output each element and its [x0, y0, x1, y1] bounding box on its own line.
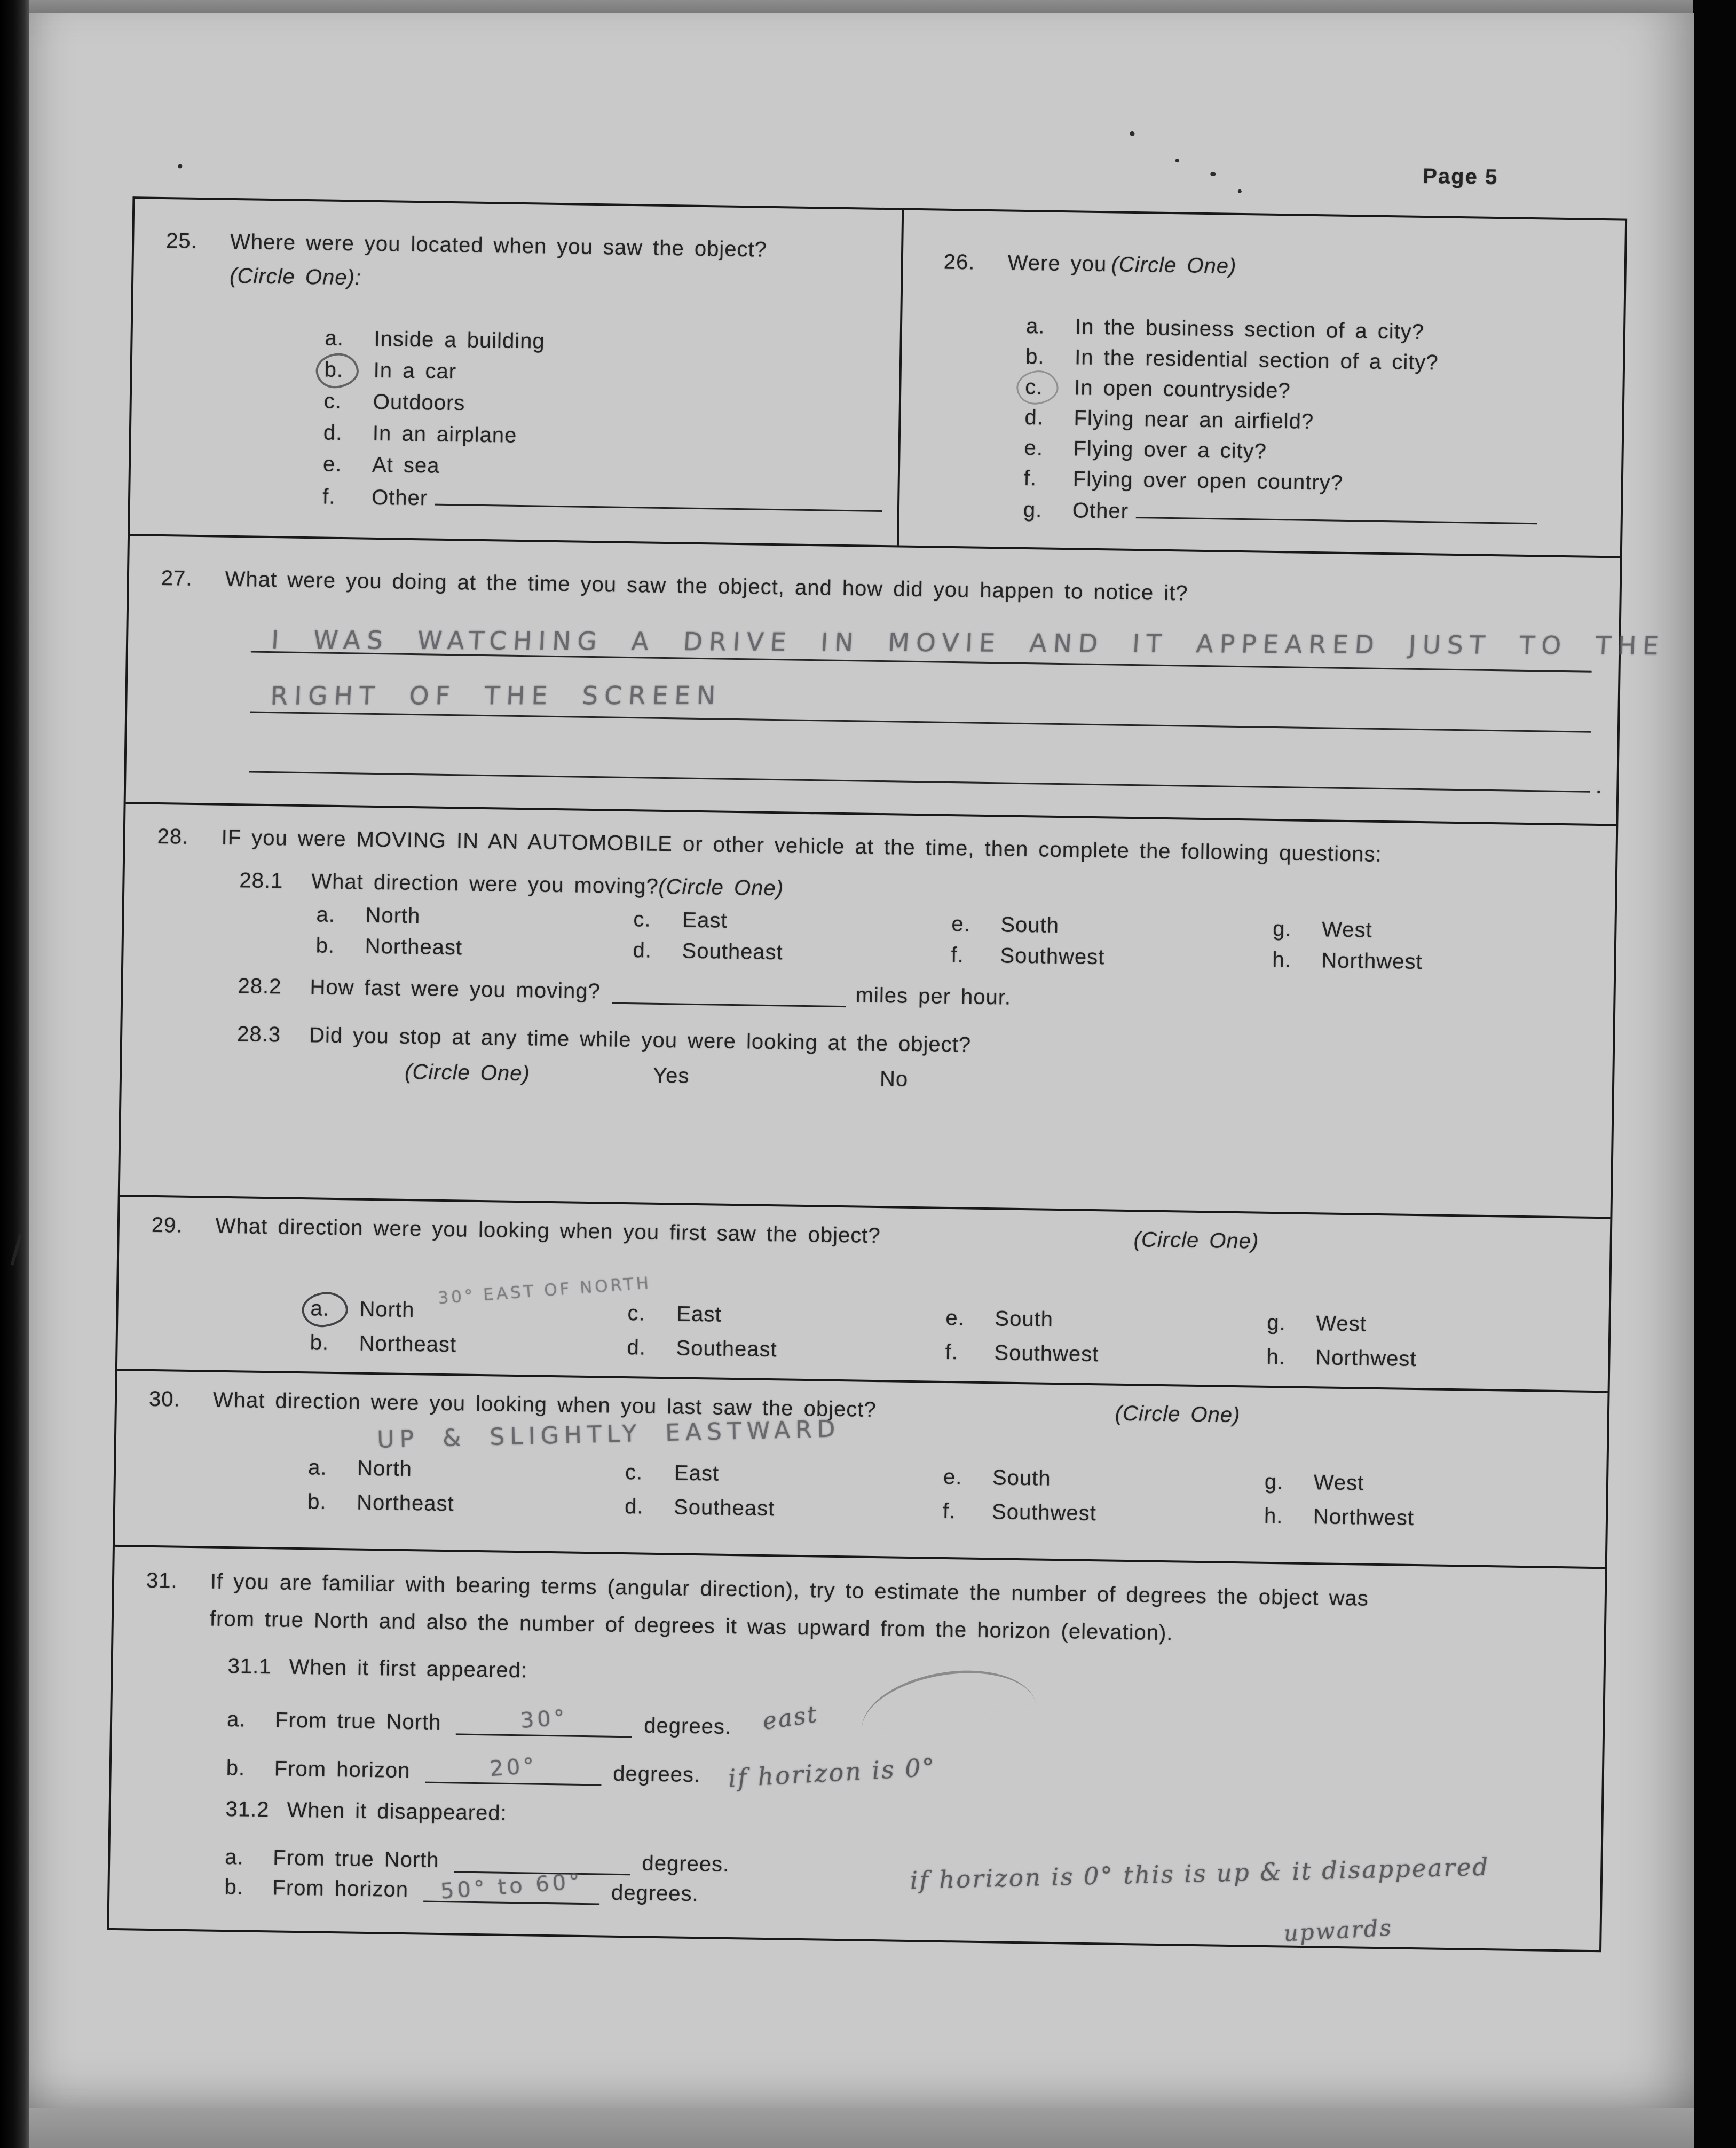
q29-circle-one: (Circle One): [1133, 1228, 1259, 1253]
q28-2-question: How fast were you moving?: [310, 975, 601, 1004]
question-26: [897, 210, 1625, 556]
q31-1-title: When it first appeared:: [289, 1655, 528, 1683]
q27-number: 27.: [161, 566, 193, 590]
dir-east: c. East: [627, 1301, 722, 1326]
q25-number: 25.: [165, 229, 198, 253]
q30-circle-one: (Circle One): [1115, 1401, 1241, 1427]
option-d: d. In an airplane: [323, 421, 517, 447]
dir-southeast: d. Southeast: [633, 938, 784, 965]
question-28: [120, 804, 1616, 1219]
degrees-blank-line: [425, 1753, 602, 1786]
option-d: d. Flying near an airfield?: [1024, 405, 1314, 433]
dir-north: a. North: [307, 1456, 413, 1481]
q28-1-circle-one: (Circle One): [658, 874, 784, 901]
hand-drawn-circle: b.: [324, 358, 344, 382]
question-27: [126, 536, 1666, 826]
q28-2-suffix: miles per hour.: [855, 983, 1012, 1009]
option-g-other: g. Other: [1023, 497, 1537, 535]
degrees-blank-line: [423, 1869, 600, 1905]
q28-1-number: 28.1: [239, 868, 283, 893]
page-content: [0, 2, 1696, 2122]
hand-drawn-circle: a.: [310, 1297, 330, 1321]
handwritten-note-horizon: if horizon is 0°: [727, 1752, 937, 1793]
film-edge-right: [1693, 0, 1736, 2148]
question-25: [130, 199, 902, 545]
q28-number: 28.: [157, 824, 189, 849]
degrees-blank-line: [456, 1705, 633, 1738]
option-e: e. Flying over a city?: [1024, 436, 1267, 463]
handwritten-note-east: east: [761, 1700, 820, 1735]
q26-question: Were you: [1007, 251, 1107, 277]
form-table: [107, 196, 1666, 1952]
q30-number: 30.: [148, 1387, 180, 1411]
q31-2-row-b: b. From horizon 50° to 60° degrees. if horizon is 0° this is up & it disappeared upwards: [224, 1852, 1490, 1947]
dir-east: c. East: [633, 907, 728, 933]
option-c: c. Outdoors: [323, 389, 465, 415]
dir-north: a. North: [316, 903, 421, 928]
dir-southwest: f. Southwest: [951, 943, 1105, 969]
q30-direction-options: [307, 1456, 1415, 1541]
row-q25-q26: [130, 199, 1625, 558]
q28-2-line: [310, 975, 1011, 1009]
handwritten-answer-line2: RIGHT OF THE SCREEN: [270, 681, 723, 711]
dir-northwest: h. Northwest: [1266, 1345, 1417, 1371]
scan-speck: [1210, 172, 1216, 176]
dir-east: c. East: [625, 1460, 720, 1486]
option-b-circled: b. In a car: [324, 358, 457, 384]
handwritten-value: 30°: [519, 1705, 569, 1734]
q28-3-yes: Yes: [652, 1063, 690, 1088]
dir-southwest: f. Southwest: [945, 1340, 1099, 1367]
q30-question: What direction were you looking when you last saw the object?: [212, 1388, 877, 1422]
q25-circle-one: (Circle One):: [229, 264, 362, 290]
handwritten-direction-answer: UP & SLIGHTLY EASTWARD: [376, 1415, 841, 1454]
option-f-other: f. Other: [322, 484, 883, 524]
dir-southeast: d. Southeast: [627, 1336, 778, 1362]
dir-west: g. West: [1267, 1310, 1367, 1336]
film-edge-left: [0, 0, 29, 2148]
answer-rule-line: [249, 771, 1590, 792]
q31-question-line2: from true North and also the number of degrees it was upward from the horizon (elevation).: [209, 1607, 1173, 1645]
dir-west: g. West: [1264, 1470, 1364, 1495]
q28-3-question: Did you stop at any time while you were looking at the object?: [309, 1023, 972, 1057]
question-29: [117, 1197, 1611, 1393]
dir-north-circled: a. North: [310, 1297, 415, 1322]
dir-south: e. South: [951, 912, 1060, 938]
handwritten-note-upwards: upwards: [1283, 1914, 1394, 1947]
dir-northwest: h. Northwest: [1264, 1504, 1415, 1530]
hand-drawn-circle: c.: [1025, 375, 1043, 399]
q27-question: What were you doing at the time you saw the object, and how did you happen to notice it?: [225, 567, 1188, 605]
dir-southeast: d. Southeast: [624, 1495, 775, 1521]
q28-2-number: 28.2: [238, 974, 282, 999]
q31-2-title: When it disappeared:: [287, 1798, 507, 1825]
q28-direction-options: [315, 903, 1423, 981]
q28-1-question: What direction were you moving?: [311, 870, 659, 898]
dir-southwest: f. Southwest: [942, 1499, 1097, 1526]
q26-options: [1023, 314, 1540, 535]
q28-3-circle-one: (Circle One): [404, 1060, 531, 1086]
q25-options: [322, 327, 885, 524]
q29-question: What direction were you looking when you first saw the object?: [215, 1214, 881, 1248]
dir-northeast: b. Northeast: [307, 1490, 454, 1516]
q29-direction-options: [310, 1297, 1417, 1381]
question-30: [115, 1371, 1608, 1569]
pencil-flourish: [855, 1659, 1036, 1732]
q26-number: 26.: [943, 250, 975, 274]
page-number: Page 5: [1422, 164, 1498, 189]
option-c-circled: c. In open countryside?: [1025, 375, 1291, 403]
option-e: e. At sea: [322, 452, 440, 478]
scan-speck: [178, 164, 182, 168]
option-a: a. Inside a building: [325, 326, 545, 353]
option-f: f. Flying over open country?: [1023, 466, 1344, 495]
stray-period: .: [1595, 770, 1603, 799]
q31-1-row-b: b. From horizon 20° degrees. if horizon is 0°: [226, 1752, 937, 1793]
answer-rule-line: [250, 711, 1591, 732]
dir-northeast: b. Northeast: [315, 934, 463, 960]
scan-speck: [1238, 189, 1242, 193]
dir-south: e. South: [943, 1465, 1051, 1490]
q31-question-line1: If you are familiar with bearing terms (angular direction), try to estimate the number of degrees the object was: [210, 1569, 1369, 1610]
dir-west: g. West: [1273, 917, 1373, 942]
dir-northeast: b. Northeast: [310, 1331, 457, 1357]
q31-2-number: 31.2: [225, 1797, 270, 1822]
q31-1-number: 31.1: [227, 1654, 272, 1679]
q31-number: 31.: [146, 1568, 178, 1593]
option-b: b. In the residential section of a city?: [1025, 344, 1439, 375]
scan-speck: [1175, 159, 1179, 162]
q28-3-no: No: [879, 1067, 909, 1091]
q25-question: Where were you located when you saw the object?: [230, 230, 768, 262]
scan-speck: [1130, 131, 1134, 136]
dir-south: e. South: [945, 1306, 1054, 1331]
handwritten-value: 50° to 60°: [439, 1869, 584, 1904]
handwritten-bearing-annotation: 30° EAST OF NORTH: [437, 1273, 652, 1308]
question-31: [109, 1547, 1605, 1950]
q28-question: IF you were MOVING IN AN AUTOMOBILE or other vehicle at the time, then complete the following questions:: [221, 825, 1383, 866]
handwritten-value: 20°: [488, 1753, 538, 1782]
q31-1-row-a: a. From true North 30° degrees. east: [227, 1704, 818, 1740]
handwritten-note-disappeared: if horizon is 0° this is up & it disappeared: [910, 1852, 1490, 1895]
q31-2-row-a: a. From true North degrees.: [225, 1845, 730, 1877]
handwritten-answer-line1: I WAS WATCHING A DRIVE IN MOVIE AND IT APPEARED JUST TO THE: [270, 625, 1666, 661]
degrees-blank-line: [454, 1845, 630, 1875]
option-a: a. In the business section of a city?: [1025, 314, 1425, 344]
speed-blank-line: [612, 980, 846, 1007]
questionnaire-page: [29, 13, 1694, 2108]
q28-3-number: 28.3: [236, 1022, 281, 1047]
q26-circle-one: (Circle One): [1111, 252, 1237, 278]
dir-northwest: h. Northwest: [1272, 947, 1423, 974]
q29-number: 29.: [151, 1213, 183, 1237]
